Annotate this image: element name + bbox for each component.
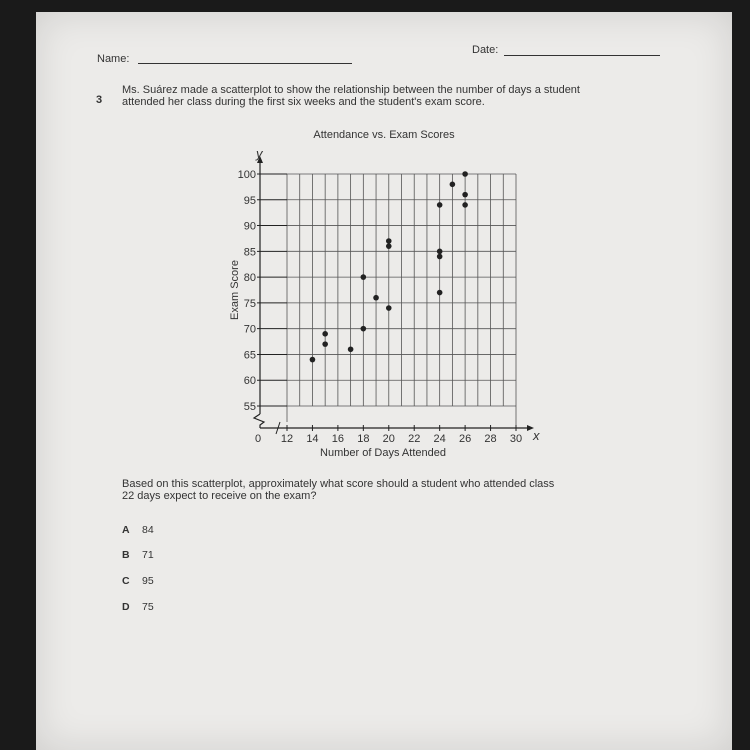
y-tick-label: 100 — [237, 169, 256, 181]
y-axis-label: Exam Score — [229, 260, 241, 320]
x-tick-label: 30 — [509, 433, 523, 445]
choice-letter: D — [122, 601, 130, 613]
y-tick-label: 75 — [243, 297, 256, 310]
y-tick-label: 80 — [243, 272, 256, 285]
choice-d[interactable] — [122, 601, 154, 613]
data-point — [437, 290, 443, 296]
choice-a[interactable] — [122, 524, 154, 536]
choice-letter: C — [122, 575, 130, 587]
x-tick-label: 26 — [458, 433, 472, 445]
choice-letter: B — [122, 549, 130, 561]
data-point — [361, 326, 367, 332]
x-axis-letter: x — [533, 428, 540, 443]
y-tick-label: 65 — [243, 349, 256, 362]
data-point — [462, 202, 468, 208]
date-label: Date: — [472, 44, 499, 56]
question-prompt — [122, 478, 642, 502]
data-point — [437, 249, 443, 255]
x-tick-label: 22 — [408, 433, 421, 445]
y-axis-break — [254, 414, 264, 428]
data-point — [462, 171, 468, 177]
x-tick-label: 24 — [433, 433, 446, 445]
data-point — [361, 274, 367, 280]
data-point — [450, 182, 456, 188]
x-tick-label: 20 — [382, 433, 395, 445]
x-tick-label: 16 — [331, 433, 345, 445]
x-tick-label: 18 — [357, 433, 370, 445]
question-line-1: Ms. Suárez made a scatterplot to show the relationship between the number of days a student — [122, 84, 580, 96]
x-tick-label: 28 — [484, 433, 497, 445]
x-tick-label: 14 — [306, 433, 319, 445]
question-line-2: attended her class during the first six weeks and the student's exam score. — [122, 96, 485, 108]
y-tick-label: 95 — [243, 194, 256, 207]
data-point — [322, 341, 328, 347]
choice-text: 71 — [142, 549, 154, 561]
y-axis-letter: y — [256, 146, 263, 161]
y-tick-label: 90 — [243, 220, 256, 233]
data-point — [386, 305, 392, 311]
choice-text: 75 — [142, 601, 154, 613]
data-point — [462, 192, 468, 198]
data-point — [348, 346, 354, 352]
choice-c[interactable] — [122, 575, 154, 587]
prompt-line-1: Based on this scatterplot, approximately what score should a student who attended class — [122, 478, 555, 490]
y-tick-label: 85 — [243, 246, 256, 259]
choice-b[interactable] — [122, 549, 154, 561]
data-point — [437, 254, 443, 260]
y-tick-label: 55 — [243, 401, 256, 413]
choice-letter: A — [122, 524, 130, 536]
data-point — [386, 238, 392, 244]
x-tick-label: 12 — [280, 433, 294, 445]
data-point — [322, 331, 328, 337]
origin-label: 0 — [254, 433, 262, 445]
x-axis-label: Number of Days Attended — [320, 447, 446, 459]
choice-text: 84 — [142, 524, 154, 536]
question-number: 3 — [96, 94, 103, 106]
data-point — [386, 243, 392, 249]
y-tick-label: 70 — [243, 323, 256, 336]
prompt-line-2: 22 days expect to receive on the exam? — [122, 490, 317, 502]
data-point — [373, 295, 379, 301]
data-point — [437, 202, 443, 208]
data-point — [310, 357, 316, 363]
y-tick-label: 60 — [243, 375, 256, 388]
choice-text: 95 — [142, 575, 154, 587]
chart-title: Attendance vs. Exam Scores — [313, 129, 455, 141]
name-label: Name: — [97, 53, 130, 65]
